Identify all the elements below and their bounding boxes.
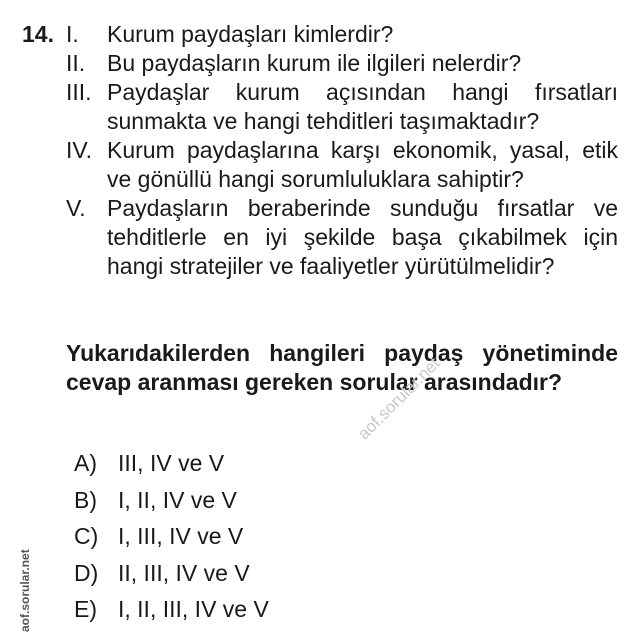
statement-item bbox=[66, 136, 618, 194]
statement-item bbox=[66, 20, 618, 49]
option-text: III, IV ve V bbox=[118, 450, 225, 476]
statement-text: Paydaşların beraberinde sunduğu fırsatlar ve tehditlerle en iyi şekilde başa çıkabilmek için hangi stratejiler ve faaliyetler yürütülmelidir? bbox=[107, 195, 618, 279]
statement-item bbox=[66, 194, 618, 281]
option-letter: D) bbox=[74, 559, 99, 586]
statement-numeral: II. bbox=[66, 50, 86, 76]
statement-text: Kurum paydaşları kimlerdir? bbox=[107, 21, 394, 47]
question-number: 14. bbox=[22, 21, 54, 47]
answer-options bbox=[74, 445, 269, 628]
statement-item bbox=[66, 49, 618, 78]
option-letter: B) bbox=[74, 486, 97, 513]
statement-text: Bu paydaşların kurum ile ilgileri nelerdir? bbox=[107, 50, 522, 76]
statement-numeral: III. bbox=[66, 79, 92, 105]
statement-numeral: I. bbox=[66, 21, 79, 47]
statement-list bbox=[66, 20, 618, 281]
option-letter: E) bbox=[74, 596, 97, 622]
statement-text: Paydaşlar kurum açısından hangi fırsatları sunmakta ve hangi tehditleri taşımaktadır? bbox=[107, 79, 618, 134]
question-stem: Yukarıdakilerden hangileri paydaş yönetiminde cevap aranması gereken sorular arasındadır? bbox=[66, 340, 618, 395]
watermark-side: aof.sorular.net bbox=[18, 549, 32, 632]
statement-numeral: IV. bbox=[66, 137, 93, 163]
statement-numeral: V. bbox=[66, 195, 86, 221]
watermark-diagonal: aof.sorular.net bbox=[354, 353, 444, 444]
option-letter: C) bbox=[74, 523, 99, 549]
option-letter: A) bbox=[74, 450, 97, 476]
statement-item bbox=[66, 78, 618, 136]
answer-option-d[interactable] bbox=[74, 555, 269, 592]
answer-option-c[interactable] bbox=[74, 518, 269, 555]
statement-text: Kurum paydaşlarına karşı ekonomik, yasal, etik ve gönüllü hangi sorumluluklara sahiptir? bbox=[107, 137, 618, 192]
option-text: II, III, IV ve V bbox=[118, 559, 250, 586]
option-text: I, II, III, IV ve V bbox=[118, 596, 269, 622]
option-text: I, III, IV ve V bbox=[118, 523, 244, 549]
answer-option-b[interactable] bbox=[74, 482, 269, 519]
option-text: I, II, IV ve V bbox=[118, 486, 237, 513]
answer-option-a[interactable] bbox=[74, 445, 269, 482]
answer-option-e[interactable] bbox=[74, 591, 269, 628]
